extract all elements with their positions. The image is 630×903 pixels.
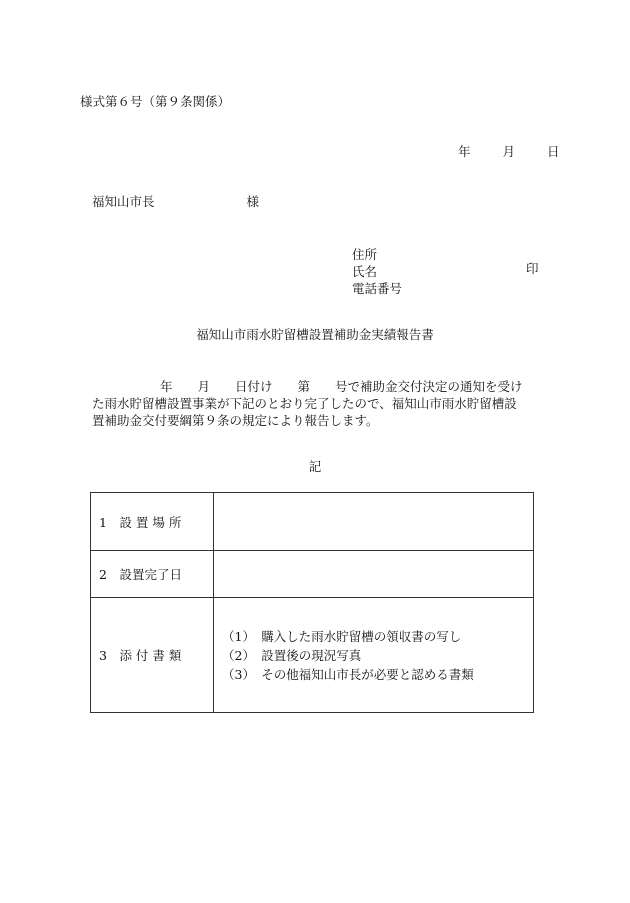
document-title: 福知山市雨水貯留槽設置補助金実績報告書: [196, 327, 434, 342]
addressee: [92, 196, 259, 209]
row-label: 1 設 置 場 所: [91, 493, 214, 551]
date-month: 月: [502, 144, 516, 159]
attachment-item: （3） その他福知山市長が必要と認める書類: [222, 666, 474, 682]
body-text: [92, 378, 552, 429]
addressee-honorific: 様: [246, 194, 260, 209]
attachment-item: （1） 購入した雨水貯留槽の領収書の写し: [222, 628, 462, 644]
completion-date-cell[interactable]: [214, 551, 534, 598]
attachment-item: （2） 設置後の現況写真: [222, 647, 362, 663]
body-line-2: た雨水貯留槽設置事業が下記のとおり完了したので、福知山市雨水貯留槽設: [92, 396, 517, 411]
table-row: [91, 551, 534, 598]
name-label: 氏名: [352, 264, 378, 279]
applicant-block: [352, 246, 552, 297]
addressee-name: 福知山市長: [92, 194, 155, 209]
phone-label: 電話番号: [352, 281, 403, 296]
row-label: 3 添 付 書 類: [91, 598, 214, 713]
body-line-1: 年 月 日付け 第 号で補助金交付決定の通知を受け: [160, 379, 523, 394]
seal-label: 印: [526, 261, 539, 276]
address-label: 住所: [352, 247, 378, 262]
date-day: 日: [547, 144, 560, 159]
table-row: [91, 493, 534, 551]
attachments-cell: [214, 598, 534, 713]
form-number: 様式第６号（第９条関係）: [80, 94, 231, 109]
ki-heading: 記: [308, 459, 322, 474]
date-line: [458, 146, 560, 159]
installation-location-cell[interactable]: [214, 493, 534, 551]
date-year: 年: [458, 144, 471, 159]
items-table: [90, 492, 534, 713]
table-row: [91, 598, 534, 713]
body-line-3: 置補助金交付要綱第９条の規定により報告します。: [92, 413, 379, 428]
row-label: 2 設置完了日: [91, 551, 214, 598]
